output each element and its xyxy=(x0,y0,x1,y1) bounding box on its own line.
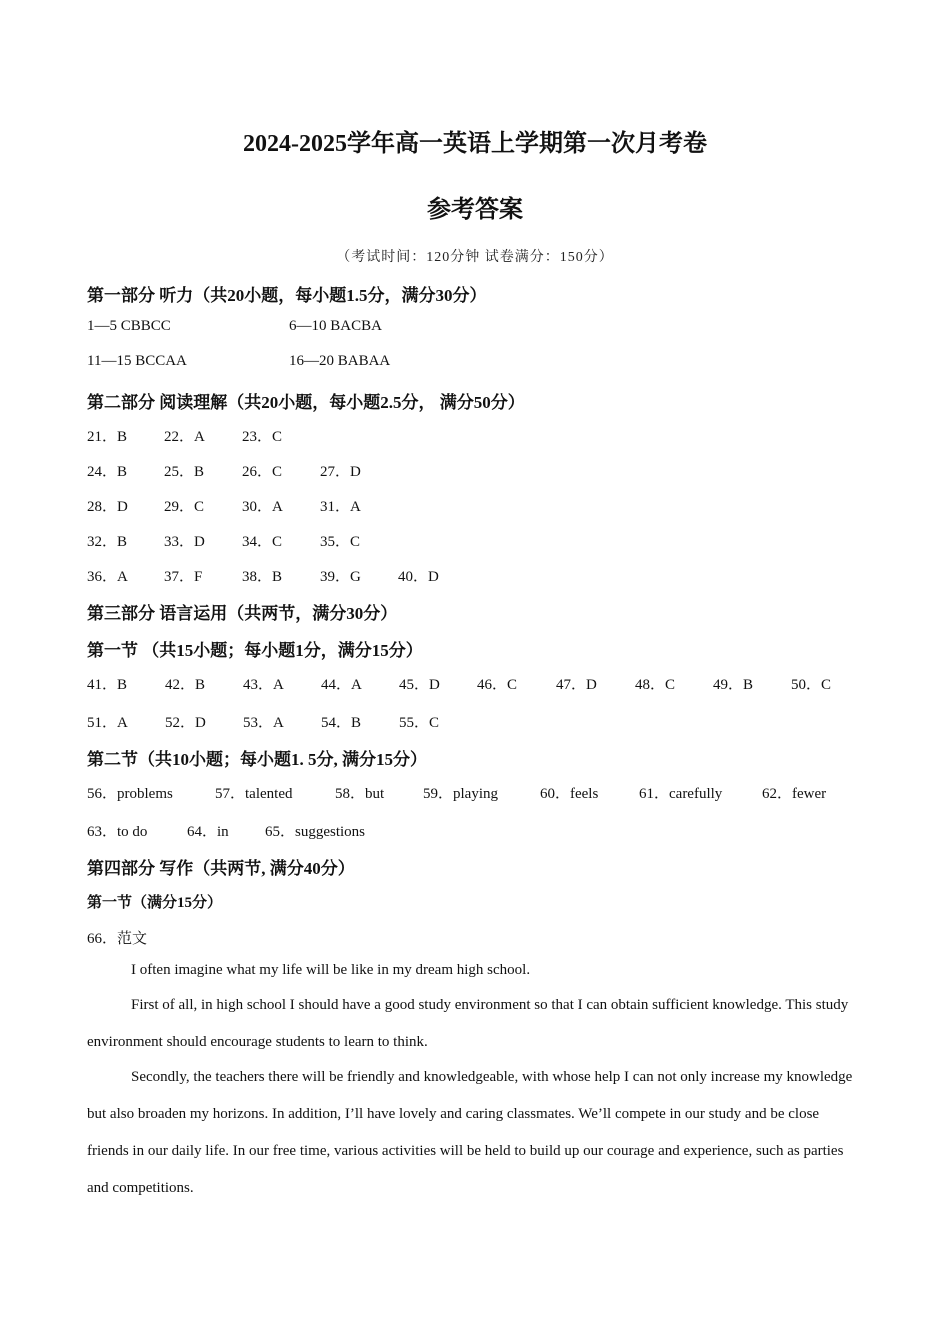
answer-item: 36．A xyxy=(87,569,128,585)
answer-item: 50．C xyxy=(791,677,832,693)
answer-item: 37．F xyxy=(164,569,203,585)
answer-item: 53．A xyxy=(243,715,284,731)
answer-group: 6—10 BACBA xyxy=(289,318,382,334)
answer-item: 41．B xyxy=(87,677,128,693)
answer-item: 40．D xyxy=(398,569,439,585)
essay-paragraph-text: I often imagine what my life will be like in my dream high school. xyxy=(131,962,531,978)
answer-item: 39．G xyxy=(320,569,361,585)
answer-item: 57．talented xyxy=(215,786,293,802)
answer-item: 49．B xyxy=(713,677,754,693)
answer-item: 45．D xyxy=(399,677,440,693)
answer-item: 29．C xyxy=(164,499,205,515)
answer-item: 52．D xyxy=(165,715,206,731)
answer-item: 51．A xyxy=(87,715,128,731)
answer-item: 24．B xyxy=(87,464,128,480)
answer-item: 23．C xyxy=(242,429,283,445)
answer-item: 56．problems xyxy=(87,786,173,802)
answer-item: 25．B xyxy=(164,464,205,480)
answer-group: 1—5 CBBCC xyxy=(87,318,171,334)
part3-section2-heading: 第二节（共10小题；每小题1. 5分, 满分15分） xyxy=(87,750,427,769)
part2-heading: 第二部分 阅读理解（共20小题，每小题2.5分， 满分50分） xyxy=(87,393,525,412)
answer-item: 64．in xyxy=(187,824,229,840)
part3-section1-heading: 第一节 （共15小题；每小题1分，满分15分） xyxy=(87,641,423,660)
answer-item: 28．D xyxy=(87,499,128,515)
answer-item: 34．C xyxy=(242,534,283,550)
essay-paragraph xyxy=(87,1059,862,1207)
answer-item: 27．D xyxy=(320,464,361,480)
part4-section1-heading: 第一节（满分15分） xyxy=(87,895,223,911)
answer-item: 59．playing xyxy=(423,786,498,802)
essay-paragraph-text: First of all, in high school I should have a good study environment so that I can obtain sufficient knowledge. This study environment should encourage students to learn to think. xyxy=(87,997,849,1050)
answer-item: 26．C xyxy=(242,464,283,480)
answer-item: 38．B xyxy=(242,569,283,585)
answer-item: 21．B xyxy=(87,429,128,445)
answer-item: 42．B xyxy=(165,677,206,693)
answer-item: 63．to do xyxy=(87,824,148,840)
answer-item: 22．A xyxy=(164,429,205,445)
answer-item: 30．A xyxy=(242,499,283,515)
answer-item: 60．feels xyxy=(540,786,599,802)
part4-heading: 第四部分 写作（共两节, 满分40分） xyxy=(87,859,355,878)
answer-item: 48．C xyxy=(635,677,676,693)
answer-item: 47．D xyxy=(556,677,597,693)
q66-label: 66．范文 xyxy=(87,931,148,947)
answer-item: 43．A xyxy=(243,677,284,693)
document-title: 2024-2025学年高一英语上学期第一次月考卷 xyxy=(243,131,707,157)
answer-item: 62．fewer xyxy=(762,786,827,802)
answer-item: 44．A xyxy=(321,677,362,693)
part3-heading: 第三部分 语言运用（共两节，满分30分） xyxy=(87,604,398,623)
essay-paragraph xyxy=(87,987,862,1061)
answer-group: 11—15 BCCAA xyxy=(87,353,187,369)
answer-item: 58．but xyxy=(335,786,385,802)
answer-item: 54．B xyxy=(321,715,362,731)
document-subtitle: 参考答案 xyxy=(427,197,523,223)
exam-info: （考试时间：120分钟 试卷满分：150分） xyxy=(336,250,614,265)
answer-item: 35．C xyxy=(320,534,361,550)
part1-heading: 第一部分 听力（共20小题，每小题1.5分，满分30分） xyxy=(87,286,487,305)
answer-item: 65．suggestions xyxy=(265,824,366,840)
essay-paragraph-text: Secondly, the teachers there will be friendly and knowledgeable, with whose help I can not only increase my knowledge but also broaden my horizons. In addition, I’ll have lovely and caring classmates. We’ll compete in our study and be close friends in our daily life. In our free time, various activities will be held to build up our courage and experience, such as parties and competitions. xyxy=(87,1069,853,1196)
answer-item: 55．C xyxy=(399,715,440,731)
answer-item: 46．C xyxy=(477,677,518,693)
answer-item: 33．D xyxy=(164,534,205,550)
answer-group: 16—20 BABAA xyxy=(289,353,391,369)
answer-item: 31．A xyxy=(320,499,361,515)
answer-item: 32．B xyxy=(87,534,128,550)
answer-item: 61．carefully xyxy=(639,786,723,802)
essay-paragraph xyxy=(87,952,862,989)
